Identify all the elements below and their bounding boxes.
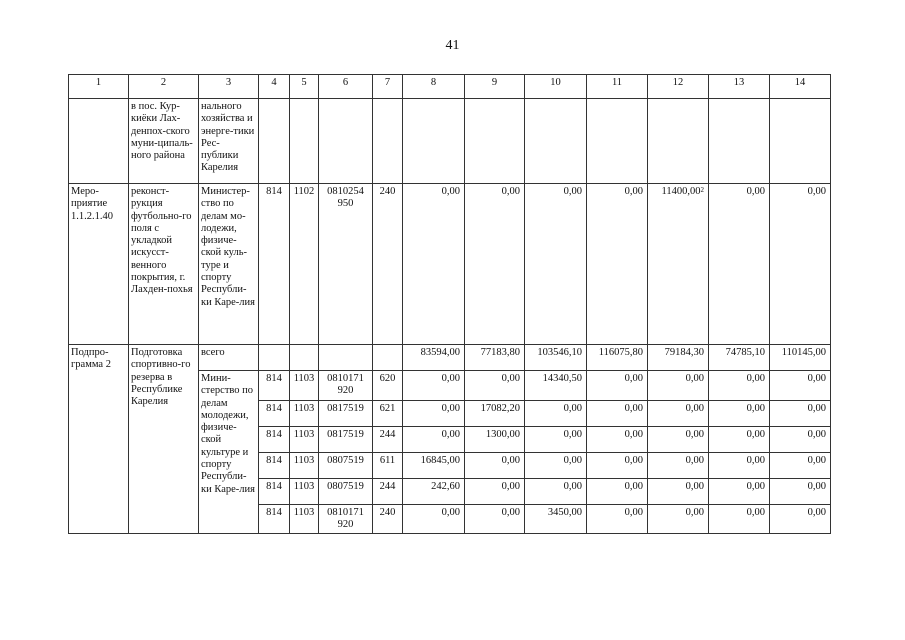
table-cell: 814 <box>259 478 290 504</box>
table-cell: 1102 <box>290 184 319 345</box>
table-cell: 0,00 <box>465 184 525 345</box>
table-cell: 0,00 <box>525 478 587 504</box>
table-cell: 0810171 920 <box>319 371 373 401</box>
table-cell: 814 <box>259 452 290 478</box>
table-cell: нального хозяйства и энерге-тики Рес-публики Карелия <box>199 99 259 184</box>
table-cell: 0810254 950 <box>319 184 373 345</box>
table-cell: Подготовка спортивно-го резерва в Республике Карелия <box>129 345 199 534</box>
table-cell: 0,00 <box>587 452 648 478</box>
table-cell: 0,00 <box>403 184 465 345</box>
table-cell: 74785,10 <box>709 345 770 371</box>
table-cell: 0,00 <box>403 400 465 426</box>
table-cell <box>259 345 290 371</box>
table-cell: 0,00 <box>770 504 831 534</box>
table-cell: 814 <box>259 371 290 401</box>
table-cell: 1103 <box>290 400 319 426</box>
col-header: 11 <box>587 75 648 99</box>
table-cell: 0,00 <box>465 452 525 478</box>
table-cell: 240 <box>373 184 403 345</box>
table-cell: 0807519 <box>319 452 373 478</box>
col-header: 3 <box>199 75 259 99</box>
table-cell <box>69 99 129 184</box>
table-cell: 0,00 <box>465 478 525 504</box>
table-cell <box>290 345 319 371</box>
footnote-mark: 2 <box>700 186 704 194</box>
table-cell <box>319 345 373 371</box>
table-cell: 1103 <box>290 504 319 534</box>
table-cell: 1300,00 <box>465 426 525 452</box>
table-cell: 0,00 <box>587 478 648 504</box>
table-cell: 0807519 <box>319 478 373 504</box>
table-cell: Подпро-грамма 2 <box>69 345 129 534</box>
page-number: 41 <box>445 38 460 53</box>
table-cell: 0,00 <box>709 504 770 534</box>
table-cell <box>648 99 709 184</box>
table-cell: 0,00 <box>587 426 648 452</box>
table-cell: 0,00 <box>770 426 831 452</box>
table-cell: 14340,50 <box>525 371 587 401</box>
col-header: 13 <box>709 75 770 99</box>
table-cell: 611 <box>373 452 403 478</box>
table-cell: 0,00 <box>403 371 465 401</box>
table-cell: 0,00 <box>465 504 525 534</box>
table-cell: 0,00 <box>648 400 709 426</box>
table-cell: 0810171 920 <box>319 504 373 534</box>
table-cell <box>319 99 373 184</box>
col-header: 12 <box>648 75 709 99</box>
table-cell: 0,00 <box>648 371 709 401</box>
table-cell: 16845,00 <box>403 452 465 478</box>
table-cell: 0,00 <box>587 400 648 426</box>
table-cell: 79184,30 <box>648 345 709 371</box>
table-cell: 244 <box>373 426 403 452</box>
table-cell <box>373 99 403 184</box>
table-cell: 814 <box>259 400 290 426</box>
table-cell <box>587 99 648 184</box>
table-cell <box>770 99 831 184</box>
table-cell: 116075,80 <box>587 345 648 371</box>
col-header: 6 <box>319 75 373 99</box>
table-cell: Меро-приятие 1.1.2.1.40 <box>69 184 129 345</box>
col-header: 10 <box>525 75 587 99</box>
table-cell <box>403 99 465 184</box>
table-cell: 0,00 <box>648 478 709 504</box>
table-cell <box>709 99 770 184</box>
table-cell: 0,00 <box>525 452 587 478</box>
col-header: 14 <box>770 75 831 99</box>
table-row <box>69 99 831 184</box>
table-cell: 0,00 <box>648 504 709 534</box>
table-cell <box>465 99 525 184</box>
table-cell: 0,00 <box>525 184 587 345</box>
table-cell: 240 <box>373 504 403 534</box>
table-cell: 242,60 <box>403 478 465 504</box>
table-cell: 1103 <box>290 426 319 452</box>
table-row <box>69 184 831 345</box>
table-cell <box>259 99 290 184</box>
table-cell: 0,00 <box>709 452 770 478</box>
col-header: 8 <box>403 75 465 99</box>
table-cell: 0,00 <box>709 184 770 345</box>
table-cell: 814 <box>259 426 290 452</box>
table-cell: 0,00 <box>770 478 831 504</box>
table-cell <box>290 99 319 184</box>
table-cell: 77183,80 <box>465 345 525 371</box>
table-cell <box>648 184 709 345</box>
col-header: 7 <box>373 75 403 99</box>
header-row <box>69 75 831 99</box>
table-cell: 0,00 <box>587 371 648 401</box>
table-cell: 0,00 <box>770 400 831 426</box>
table-cell <box>525 99 587 184</box>
table-cell: 1103 <box>290 371 319 401</box>
table-cell <box>373 345 403 371</box>
table-cell: 0,00 <box>648 426 709 452</box>
col-header: 9 <box>465 75 525 99</box>
table-cell: 0,00 <box>525 426 587 452</box>
table-cell: реконст-рукция футбольно-го поля с укладкой искусст-венного покрытия, г. Лахден-похья <box>129 184 199 345</box>
table-cell: 0,00 <box>770 452 831 478</box>
table-cell: 0,00 <box>648 452 709 478</box>
col-header: 4 <box>259 75 290 99</box>
table-cell: 0,00 <box>770 371 831 401</box>
table-cell: 0,00 <box>403 426 465 452</box>
table-cell: 620 <box>373 371 403 401</box>
table-cell: 83594,00 <box>403 345 465 371</box>
table-cell: 0,00 <box>709 426 770 452</box>
table-cell: 0817519 <box>319 400 373 426</box>
table-cell: 110145,00 <box>770 345 831 371</box>
cell-value: 11400,00 <box>661 186 701 197</box>
table-cell: 3450,00 <box>525 504 587 534</box>
table-cell: 0,00 <box>525 400 587 426</box>
col-header: 1 <box>69 75 129 99</box>
table-cell: 103546,10 <box>525 345 587 371</box>
table-cell: 0,00 <box>709 478 770 504</box>
table-cell: 0,00 <box>709 371 770 401</box>
table-cell: 0,00 <box>587 504 648 534</box>
table-cell: 814 <box>259 184 290 345</box>
table-cell: 0,00 <box>709 400 770 426</box>
table-cell: 244 <box>373 478 403 504</box>
table-cell: всего <box>199 345 259 371</box>
table-cell: 0,00 <box>403 504 465 534</box>
table-row <box>69 345 831 371</box>
col-header: 5 <box>290 75 319 99</box>
table-cell: в пос. Кур-киёки Лах-денпох-ского муни-ципаль-ного района <box>129 99 199 184</box>
table-cell: 621 <box>373 400 403 426</box>
table-cell: 1103 <box>290 478 319 504</box>
budget-table <box>68 74 831 534</box>
table-cell: 1103 <box>290 452 319 478</box>
table-cell: Министер-ство по делам мо-лодежи, физиче-ской куль-туре и спорту Республи-ки Каре-лия <box>199 184 259 345</box>
table-cell: 814 <box>259 504 290 534</box>
col-header: 2 <box>129 75 199 99</box>
table-cell: 17082,20 <box>465 400 525 426</box>
table-cell: 0,00 <box>465 371 525 401</box>
table-cell: 0,00 <box>770 184 831 345</box>
table-cell: Мини-стерство по делам молодежи, физиче-ской культуре и спорту Республи-ки Каре-лия <box>199 371 259 534</box>
table-cell: 0,00 <box>587 184 648 345</box>
table-cell: 0817519 <box>319 426 373 452</box>
